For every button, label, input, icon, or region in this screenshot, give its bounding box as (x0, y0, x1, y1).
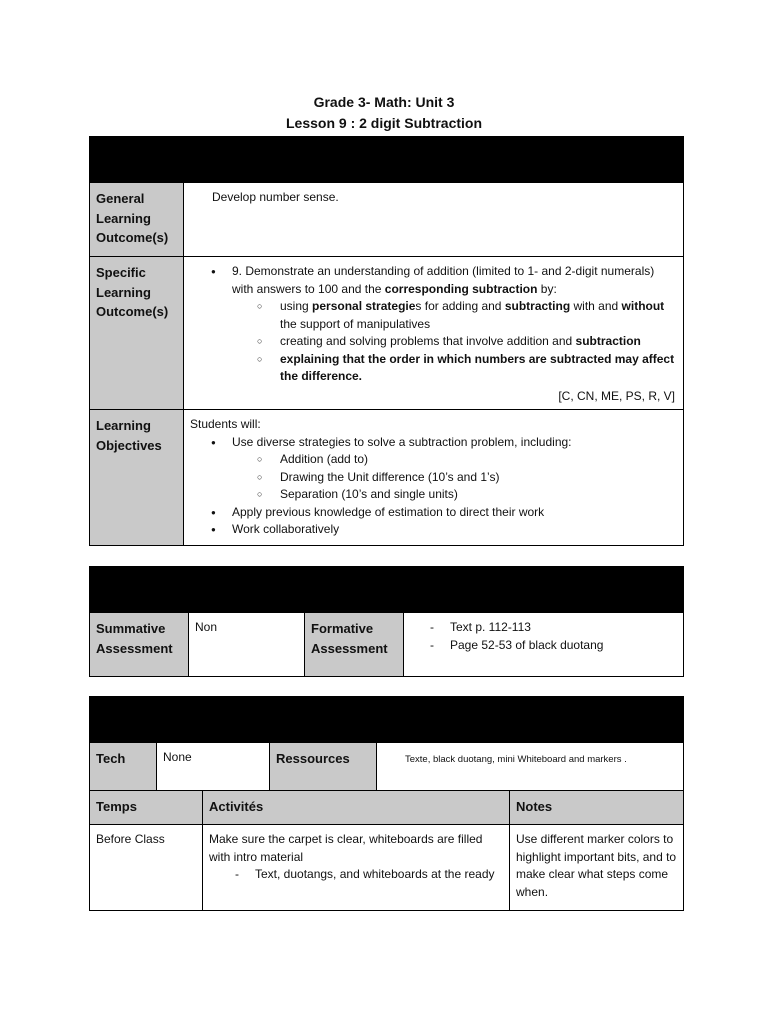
outcomes-table (89, 136, 684, 546)
objective-1-sub-2: ○ Drawing the Unit difference (10’s and 1’s) (184, 469, 675, 487)
column-temps: Temps (90, 791, 203, 825)
summative-value: Non (189, 613, 305, 677)
specific-outcome-sub-1: ○ using personal strategies for adding and subtracting with and without the support of manipulatives (184, 298, 675, 333)
learning-objectives-content (184, 410, 684, 546)
assessment-header-bar (90, 567, 684, 613)
document-title: Grade 3- Math: Unit 3 (313, 94, 455, 110)
objective-2: ● Apply previous knowledge of estimation to direct their work (184, 504, 675, 522)
objective-1-sub-3: ○ Separation (10’s and single units) (184, 486, 675, 504)
row-activity-item: - Text, duotangs, and whiteboards at the ready (209, 866, 503, 884)
column-activites: Activités (203, 791, 510, 825)
outcome-codes: [C, CN, ME, PS, R, V] (558, 388, 675, 403)
row-activity (203, 825, 510, 911)
summative-label: Summative Assessment (90, 613, 189, 677)
specific-outcome-main: ● 9. Demonstrate an understanding of addition (limited to 1- and 2-digit numerals) with answers to 100 and the corresponding subtraction by: (184, 263, 675, 298)
objective-3: ● Work collaboratively (184, 521, 675, 539)
column-notes: Notes (510, 791, 684, 825)
learning-objectives-label: Learning Objectives (90, 410, 184, 546)
ressources-value: Texte, black duotang, mini Whiteboard and markers . (377, 743, 684, 791)
formative-label: Formative Assessment (305, 613, 404, 677)
plan-header-bar (90, 697, 684, 743)
assessment-table (89, 566, 684, 677)
row-notes: Use different marker colors to highlight important bits, and to make clear what steps come when. (510, 825, 684, 911)
objectives-intro: Students will: (190, 417, 261, 431)
row-temps: Before Class (90, 825, 203, 911)
formative-item-2: - Page 52-53 of black duotang (404, 637, 677, 655)
objective-1: ● Use diverse strategies to solve a subtraction problem, including: (184, 434, 675, 452)
tech-value: None (157, 743, 270, 791)
ressources-label: Ressources (270, 743, 377, 791)
objective-1-sub-1: ○ Addition (add to) (184, 451, 675, 469)
plan-table (89, 696, 684, 911)
formative-list (404, 613, 684, 677)
specific-outcome-sub-2: ○ creating and solving problems that involve addition and subtraction (184, 333, 675, 351)
specific-outcome-label: Specific Learning Outcome(s) (90, 257, 184, 410)
general-outcome-text: Develop number sense. (184, 183, 684, 257)
row-activity-text: Make sure the carpet is clear, whiteboards are filled with intro material (209, 832, 483, 864)
outcomes-header-bar (90, 137, 684, 183)
specific-outcome-sub-3: ○ explaining that the order in which numbers are subtracted may affect the difference. (184, 351, 675, 386)
formative-item-1: - Text p. 112-113 (404, 619, 677, 637)
lesson-title: Lesson 9 : 2 digit Subtraction (285, 115, 483, 131)
general-outcome-label: General Learning Outcome(s) (90, 183, 184, 257)
specific-outcome-content (184, 257, 684, 410)
tech-label: Tech (90, 743, 157, 791)
